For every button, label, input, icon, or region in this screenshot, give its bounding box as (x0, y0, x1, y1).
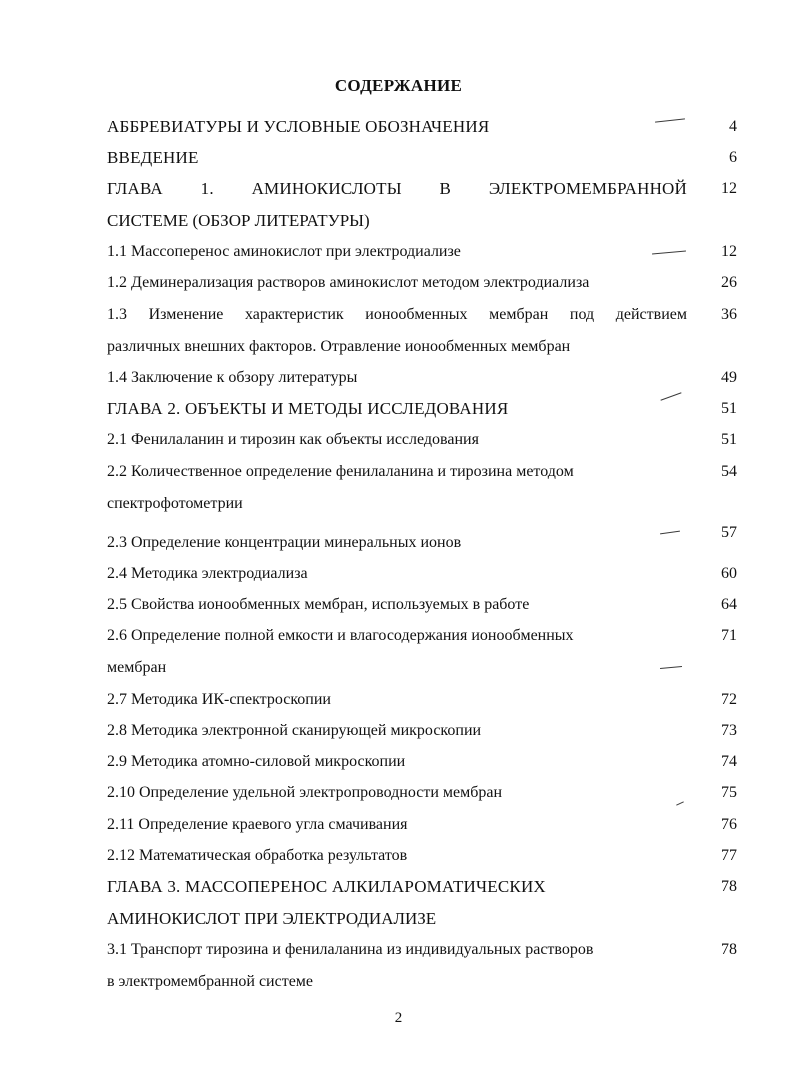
toc-entry-page: 71 (721, 627, 737, 644)
toc-entry-title-continued: СИСТЕМЕ (ОБЗОР ЛИТЕРАТУРЫ) (107, 211, 370, 230)
toc-entry-title-continued: спектрофотометрии (107, 495, 243, 512)
toc-entry-title: 1.3 Изменение характеристик ионообменных мембран под действием (107, 306, 687, 323)
toc-entry-page: 75 (721, 784, 737, 801)
toc-entry-title: 2.8 Методика электронной сканирующей микроскопии (107, 722, 482, 739)
toc-entry-title-continued: различных внешних факторов. Отравление ионообменных мембран (107, 338, 571, 355)
toc-entry-page: 36 (721, 306, 737, 323)
toc-entry-title: 2.12 Математическая обработка результатов (107, 847, 408, 864)
toc-entry-3-1 (107, 934, 737, 998)
toc-entry-page: 4 (729, 118, 737, 135)
toc-entry-title: 2.6 Определение полной емкости и влагосодержания ионообменных (107, 627, 574, 644)
toc-entry-title-continued: в электромембранной системе (107, 973, 314, 990)
toc-entry-title: ГЛАВА 1. АМИНОКИСЛОТЫ В ЭЛЕКТРОМЕМБРАННОЙ (107, 179, 687, 198)
toc-entry-title: 2.9 Методика атомно-силовой микроскопии (107, 753, 406, 770)
toc-entry-chapter-2 (107, 393, 737, 425)
toc-entry-page: 57 (721, 524, 737, 541)
toc-entry-2-3 (107, 524, 737, 559)
toc-entry-title: 2.5 Свойства ионообменных мембран, используемых в работе (107, 596, 530, 613)
toc-entry-1-2 (107, 267, 737, 299)
toc-entry-title: АББРЕВИАТУРЫ И УСЛОВНЫЕ ОБОЗНАЧЕНИЯ (107, 117, 490, 136)
toc-entry-title: 2.10 Определение удельной электропроводности мембран (107, 784, 503, 801)
toc-entry-2-8 (107, 715, 737, 747)
toc-entry-chapter-3 (107, 871, 737, 935)
toc-entry-page: 60 (721, 565, 737, 582)
toc-entry-page: 64 (721, 596, 737, 613)
toc-entry-title: 3.1 Транспорт тирозина и фенилаланина из индивидуальных растворов (107, 941, 594, 958)
toc-entry-title: ВВЕДЕНИЕ (107, 148, 199, 167)
toc-entry-title: 2.4 Методика электродиализа (107, 565, 308, 582)
toc-entry-page: 73 (721, 722, 737, 739)
toc-entry-title: ГЛАВА 2. ОБЪЕКТЫ И МЕТОДЫ ИССЛЕДОВАНИЯ (107, 399, 509, 418)
toc-entry-title: 2.3 Определение концентрации минеральных ионов (107, 534, 462, 551)
page-number: 2 (394, 1010, 403, 1026)
toc-entry-page: 78 (721, 878, 737, 895)
toc-entry-1-4 (107, 362, 737, 394)
toc-entry-introduction (107, 142, 737, 174)
toc-entry-title: 2.11 Определение краевого угла смачивания (107, 816, 408, 833)
toc-entry-2-7 (107, 684, 737, 716)
toc-entry-page: 6 (729, 149, 737, 166)
toc-entry-page: 51 (721, 431, 737, 448)
toc-entry-page: 77 (721, 847, 737, 864)
toc-entry-1-3 (107, 299, 737, 363)
toc-entry-title-continued: АМИНОКИСЛОТ ПРИ ЭЛЕКТРОДИАЛИЗЕ (107, 909, 437, 928)
toc-entry-title: 2.7 Методика ИК-спектроскопии (107, 691, 331, 708)
toc-entry-2-5 (107, 589, 737, 621)
toc-entry-title: 1.4 Заключение к обзору литературы (107, 369, 358, 386)
toc-entry-page: 26 (721, 274, 737, 291)
toc-entry-page: 74 (721, 753, 737, 770)
toc-entry-page: 51 (721, 400, 737, 417)
toc-entry-2-6 (107, 620, 737, 684)
toc-entry-title: 2.1 Фенилаланин и тирозин как объекты исследования (107, 431, 479, 448)
toc-entry-abbreviations (107, 111, 737, 143)
toc-entry-page: 76 (721, 816, 737, 833)
toc-entry-1-1 (107, 236, 737, 268)
toc-entry-page: 12 (721, 243, 737, 260)
toc-entry-title: ГЛАВА 3. МАССОПЕРЕНОС АЛКИЛАРОМАТИЧЕСКИХ (107, 877, 546, 896)
toc-entry-title: 2.2 Количественное определение фенилаланина и тирозина методом (107, 463, 574, 480)
toc-entry-2-1 (107, 424, 737, 456)
toc-entry-title: 1.2 Деминерализация растворов аминокислот методом электродиализа (107, 274, 590, 291)
toc-entry-2-4 (107, 558, 737, 590)
toc-entry-2-9 (107, 746, 737, 778)
toc-entry-page: 54 (721, 463, 737, 480)
toc-entry-2-2 (107, 456, 737, 520)
toc-entry-page: 49 (721, 369, 737, 386)
toc-entry-2-12 (107, 840, 737, 872)
toc-entry-page: 78 (721, 941, 737, 958)
toc-entry-page: 12 (721, 180, 737, 197)
toc-entry-title: 1.1 Массоперенос аминокислот при электродиализе (107, 243, 461, 260)
toc-entry-2-11 (107, 809, 737, 841)
toc-entry-chapter-1 (107, 173, 737, 237)
toc-entry-title-continued: мембран (107, 659, 167, 676)
toc-entry-2-10 (107, 777, 737, 809)
document-title: СОДЕРЖАНИЕ (334, 76, 463, 95)
toc-entry-page: 72 (721, 691, 737, 708)
